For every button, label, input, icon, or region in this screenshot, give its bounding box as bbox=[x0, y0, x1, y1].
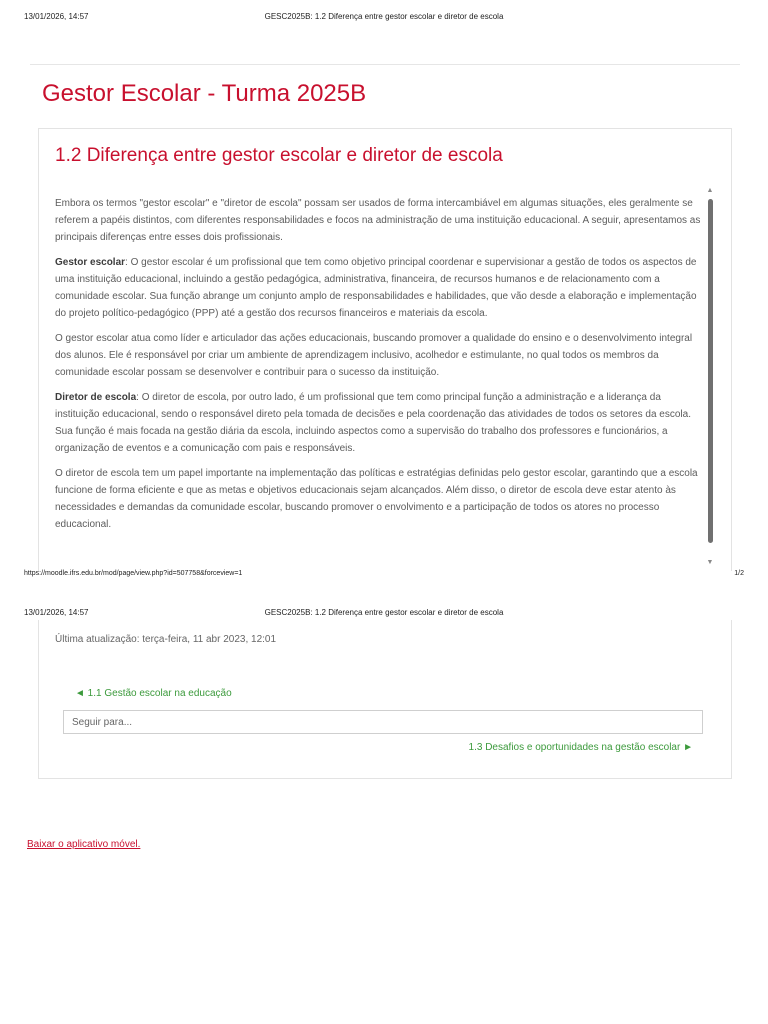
last-updated: Última atualização: terça-feira, 11 abr 2023, 12:01 bbox=[55, 634, 277, 645]
gestor-paragraph bbox=[55, 254, 705, 322]
print-url: https://moodle.ifrs.edu.br/mod/page/view.php?id=507758&forceview=1 bbox=[24, 570, 243, 577]
course-title[interactable]: Gestor Escolar - Turma 2025B bbox=[42, 80, 367, 107]
print-datetime: 13/01/2026, 14:57 bbox=[24, 608, 89, 617]
jump-to-select[interactable]: Seguir para... bbox=[63, 710, 703, 734]
next-activity-link[interactable]: 1.3 Desafios e oportunidades na gestão escolar ► bbox=[468, 742, 693, 753]
diretor-paragraph bbox=[55, 389, 705, 457]
print-page-number: 1/2 bbox=[734, 570, 744, 577]
print-footer bbox=[24, 570, 744, 582]
print-header bbox=[24, 12, 744, 26]
page-content[interactable] bbox=[55, 195, 705, 569]
intro-paragraph: Embora os termos "gestor escolar" e "diretor de escola" possam ser usados de forma intercambiável em algumas situações, eles geralmente se referem a papéis distintos, com diferentes responsabilidades e focos na administração de uma instituição educacional. A seguir, apresentamos as principais diferenças entre esses dois profissionais. bbox=[55, 198, 701, 243]
print-doc-title: GESC2025B: 1.2 Diferença entre gestor escolar e diretor de escola bbox=[264, 608, 504, 617]
print-datetime: 13/01/2026, 14:57 bbox=[24, 12, 89, 21]
diretor-paragraph-2: O diretor de escola tem um papel importante na implementação das políticas e estratégias definidas pelo gestor escolar, garantindo que a escola funcione de forma eficiente e que as metas e objetivos educacionais sejam alcançados. Além disso, o diretor de escola deve estar atento às necessidades e demandas da comunidade escolar, buscando promover o envolvimento e a participação de todos os atores no processo educacional. bbox=[55, 468, 698, 530]
content-scrollbar[interactable] bbox=[705, 187, 715, 567]
mobile-app-link[interactable]: Baixar o aplicativo móvel. bbox=[27, 839, 141, 850]
page-content-card bbox=[38, 128, 732, 571]
diretor-definition: : O diretor de escola, por outro lado, é um profissional que tem como principal função a administração e a liderança da instituição educacional, sendo o responsável direto pela tomada de decisões e pela coordenação das atividades de todos os setores da escola. Sua função é mais focada na gestão diária da escola, incluindo aspectos como a supervisão do trabalho dos professores e funcionários, a organização de eventos e a comunicação com pais e responsáveis. bbox=[55, 392, 691, 454]
gestor-paragraph-2: O gestor escolar atua como líder e articulador das ações educacionais, buscando promover a qualidade do ensino e o desenvolvimento integral dos alunos. Ele é responsável por criar um ambiente de aprendizagem inclusivo, acolhedor e estimulante, no qual todos os membros da comunidade escolar possam se desenvolver e contribuir para o sucesso da instituição. bbox=[55, 333, 693, 378]
print-doc-title: GESC2025B: 1.2 Diferença entre gestor escolar e diretor de escola bbox=[264, 12, 504, 21]
page-navigation-card bbox=[38, 620, 732, 779]
divider bbox=[30, 64, 740, 65]
diretor-term: Diretor de escola bbox=[55, 392, 137, 403]
scroll-up-icon[interactable]: ▲ bbox=[706, 187, 714, 194]
scrollbar-thumb[interactable] bbox=[708, 199, 713, 543]
page-title: 1.2 Diferença entre gestor escolar e diretor de escola bbox=[55, 145, 503, 166]
gestor-definition: : O gestor escolar é um profissional que tem como objetivo principal coordenar e supervisionar a gestão de todos os aspectos de uma instituição educacional, incluindo a gestão pedagógica, administrativa, financeira, de recursos humanos e de relacionamento com a comunidade escolar. Sua função abrange um conjunto amplo de responsabilidades e habilidades, que vão desde a elaboração e implementação do projeto político-pedagógico (PPP) até a gestão dos recursos financeiros e materiais da escola. bbox=[55, 257, 697, 319]
scroll-down-icon[interactable]: ▼ bbox=[706, 559, 714, 566]
gestor-term: Gestor escolar bbox=[55, 257, 126, 268]
prev-activity-link[interactable]: ◄ 1.1 Gestão escolar na educação bbox=[75, 688, 232, 699]
